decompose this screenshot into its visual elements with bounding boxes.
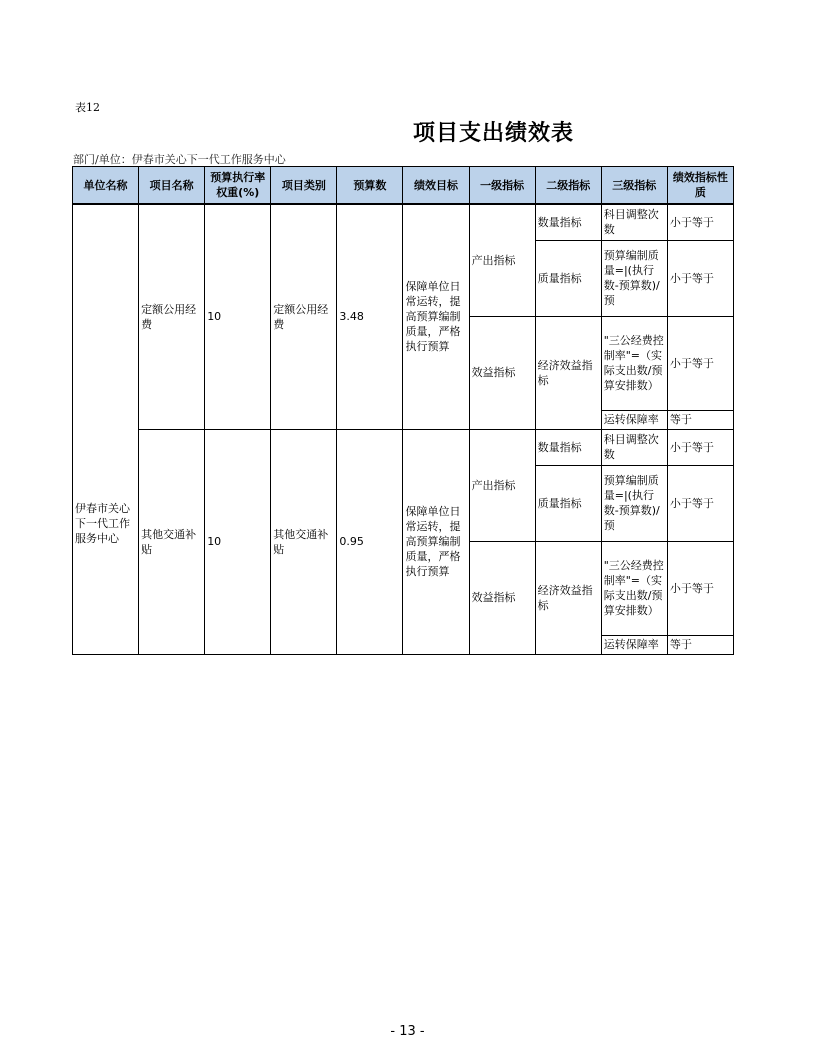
project-name-cell: 其他交通补贴 — [139, 429, 205, 654]
level3-cell: "三公经费控制率"=（实际支出数/预算安排数） — [601, 541, 667, 635]
nature-cell: 小于等于 — [667, 204, 733, 240]
level3-cell: 运转保障率 — [601, 635, 667, 654]
header-nature: 绩效指标性质 — [667, 167, 733, 205]
header-budget: 预算数 — [337, 167, 403, 205]
level3-cell: 科目调整次数 — [601, 429, 667, 465]
header-goal: 绩效目标 — [403, 167, 469, 205]
header-project-name: 项目名称 — [139, 167, 205, 205]
nature-cell: 小于等于 — [667, 240, 733, 316]
nature-cell: 等于 — [667, 635, 733, 654]
level3-cell: 运转保障率 — [601, 410, 667, 429]
level2-cell: 数量指标 — [535, 429, 601, 465]
level2-cell: 质量指标 — [535, 465, 601, 541]
budget-cell: 0.95 — [337, 429, 403, 654]
level3-cell: 预算编制质量=|(执行数-预算数)/预 — [601, 465, 667, 541]
level3-cell: 预算编制质量=|(执行数-预算数)/预 — [601, 240, 667, 316]
header-unit-name: 单位名称 — [73, 167, 139, 205]
level2-cell: 经济效益指标 — [535, 316, 601, 429]
header-level2: 二级指标 — [535, 167, 601, 205]
weight-cell: 10 — [205, 204, 271, 429]
unit-name-cell: 伊春市关心下一代工作服务中心 — [73, 204, 139, 654]
level1-cell: 产出指标 — [469, 204, 535, 316]
nature-cell: 小于等于 — [667, 541, 733, 635]
level1-cell: 效益指标 — [469, 316, 535, 429]
nature-cell: 小于等于 — [667, 316, 733, 410]
department-line: 部门/单位：伊春市关心下一代工作服务中心 — [73, 153, 286, 166]
level1-cell: 产出指标 — [469, 429, 535, 541]
category-cell: 其他交通补贴 — [271, 429, 337, 654]
header-project-category: 项目类别 — [271, 167, 337, 205]
project-name-cell: 定额公用经费 — [139, 204, 205, 429]
nature-cell: 小于等于 — [667, 465, 733, 541]
table-row — [73, 429, 734, 465]
level3-cell: "三公经费控制率"=（实际支出数/预算安排数） — [601, 316, 667, 410]
category-cell: 定额公用经费 — [271, 204, 337, 429]
goal-cell: 保障单位日常运转，提高预算编制质量，严格执行预算 — [403, 204, 469, 429]
level2-cell: 经济效益指标 — [535, 541, 601, 654]
table-label: 表12 — [75, 101, 100, 114]
level2-cell: 数量指标 — [535, 204, 601, 240]
weight-cell: 10 — [205, 429, 271, 654]
level3-cell: 科目调整次数 — [601, 204, 667, 240]
page-number: - 13 - — [390, 1024, 425, 1039]
document-title: 项目支出绩效表 — [413, 121, 575, 146]
level2-cell: 质量指标 — [535, 240, 601, 316]
level1-cell: 效益指标 — [469, 541, 535, 654]
budget-cell: 3.48 — [337, 204, 403, 429]
nature-cell: 等于 — [667, 410, 733, 429]
table-row — [73, 204, 734, 240]
performance-table-wrapper — [72, 166, 734, 655]
header-level1: 一级指标 — [469, 167, 535, 205]
goal-cell: 保障单位日常运转，提高预算编制质量，严格执行预算 — [403, 429, 469, 654]
nature-cell: 小于等于 — [667, 429, 733, 465]
header-weight: 预算执行率权重(%) — [205, 167, 271, 205]
performance-table — [72, 166, 734, 655]
table-header-row — [73, 167, 734, 205]
header-level3: 三级指标 — [601, 167, 667, 205]
